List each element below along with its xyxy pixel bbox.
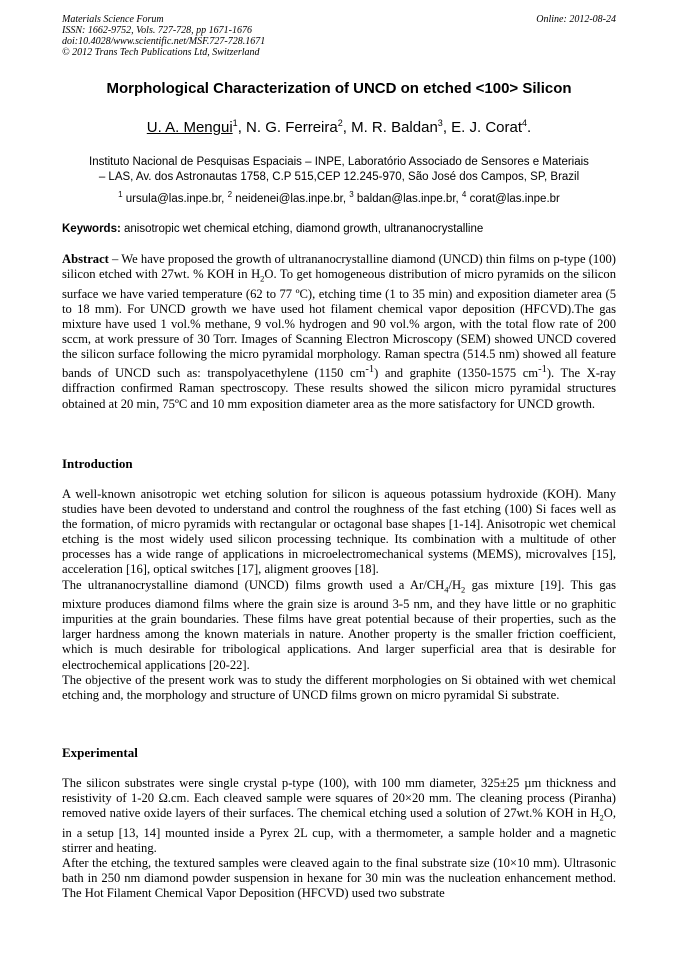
author-list <box>62 114 616 137</box>
paper-title: Morphological Characterization of UNCD on etched <100> Silicon <box>106 80 572 97</box>
abstract-text: ) and graphite (1350-1575 cm <box>374 366 539 381</box>
superscript: -1 <box>365 364 375 376</box>
introduction-body <box>62 487 616 703</box>
author-sup: 4 <box>522 118 528 128</box>
email-address: ursula@las.inpe.br, <box>125 192 225 205</box>
experimental-body <box>62 776 616 901</box>
email-sup: 4 <box>461 190 467 199</box>
keywords <box>62 222 616 236</box>
abstract-label: Abstract <box>62 252 109 266</box>
affiliation-line: – LAS, Av. dos Astronautas 1758, C.P 515,CEP 12.245-970, São José dos Campos, SP, Brazil <box>98 171 580 183</box>
paragraph <box>62 578 616 673</box>
section-heading-experimental: Experimental <box>62 745 138 760</box>
abstract-text: ). The X-ray diffraction confirmed Raman spectroscopy. These results showed the silicon micro pyramidal structures obtained at 20 min, 75ºC and 10 mm exposition diameter area as the more satisfactory for UNCD growth. <box>62 366 616 411</box>
journal-name: Materials Science Forum <box>62 14 164 25</box>
keywords-text: anisotropic wet chemical etching, diamond growth, ultrananocrystalline <box>124 223 484 235</box>
affiliation-block <box>62 155 616 207</box>
author-sep: . <box>527 119 532 136</box>
text-run: /H <box>448 577 462 592</box>
superscript: -1 <box>538 364 547 376</box>
author-name: U. A. Mengui <box>146 119 233 136</box>
author-sep: , <box>342 119 352 136</box>
section-heading-introduction: Introduction <box>62 456 133 471</box>
subscript: 2 <box>461 584 466 595</box>
paragraph <box>62 776 616 856</box>
email-sup: 1 <box>118 190 123 199</box>
subscript: 2 <box>599 812 604 823</box>
author-sup: 3 <box>437 118 443 128</box>
text-run: The ultrananocrystalline diamond (UNCD) films growth used a Ar/CH <box>62 577 445 592</box>
subscript: 4 <box>444 584 449 595</box>
doi-line: doi:10.4028/www.scientific.net/MSF.727-728.1671 <box>62 36 266 47</box>
affiliation-line: Instituto Nacional de Pesquisas Espaciais – INPE, Laboratório Associado de Sensores e Materiais <box>89 156 589 168</box>
email-address: corat@las.inpe.br <box>469 192 560 205</box>
email-address: baldan@las.inpe.br, <box>356 192 459 205</box>
email-line <box>62 187 616 207</box>
abstract <box>62 252 616 412</box>
email-address: neidenei@las.inpe.br, <box>235 192 347 205</box>
paragraph: After the etching, the textured samples were cleaved again to the final substrate size (10×10 mm). Ultrasonic bath in 250 nm diamond powder suspension in hexane for 30 min was the nucleation enhancement method. The Hot Filament Chemical Vapor Deposition (HFCVD) used two substrate <box>62 855 616 901</box>
keywords-label: Keywords: <box>62 223 121 235</box>
copyright-line: © 2012 Trans Tech Publications Ltd, Switzerland <box>62 47 260 58</box>
author-sep: , <box>442 119 452 136</box>
paragraph: The objective of the present work was to study the different morphologies on Si obtained with wet chemical etching and, the morphology and structure of UNCD films grown on micro pyramidal Si substrate. <box>62 672 616 702</box>
abstract-text: O. To get homogeneous distribution of micro pyramids on the silicon surface we have varied temperature (62 to 77 ºC), etching time (1 to 35 min) and exposition diameter area (5 to 18 mm). For UNCD growth we have used hot filament chemical vapor deposition (HFCVD).The gas mixture have used 1 vol.% methane, 9 vol.% hydrogen and 90 vol.% argon, with the total flow rate of 200 sccm, at work pressure of 30 Torr. Images of Scanning Electron Microscopy (SEM) showed UNCD covered the silicon surface following the micro pyramidal morphology. Raman spectra (514.5 nm) showed all feature bands of UNCD such as: transpolyacethylene (1150 cm <box>62 267 617 381</box>
author-name: E. J. Corat <box>451 119 523 136</box>
author-sep: , <box>237 119 247 136</box>
text-run: The silicon substrates were single crystal p-type (100), with 100 mm diameter, 325±25 µm thickness and resistivity of 1-20 Ω.cm. Each cleaved sample were squares of 20×20 mm. The cleaning process (Piranha) removed native oxide layers of their surfaces. The chemical etching used a solution of 27wt.% KOH in H <box>62 776 616 821</box>
author-name: M. R. Baldan <box>351 119 438 136</box>
author-name: N. G. Ferreira <box>246 119 338 136</box>
online-date: Online: 2012-08-24 <box>536 14 616 25</box>
email-sup: 3 <box>349 190 354 199</box>
author-sup: 1 <box>232 118 238 128</box>
abstract-text: – We have proposed the growth of ultrananocrystalline diamond (UNCD) thin films on p-type (100) silicon etched with 27wt. % KOH in H <box>62 252 616 282</box>
journal-header <box>62 14 616 58</box>
email-sup: 2 <box>227 190 233 199</box>
author-sup: 2 <box>337 118 343 128</box>
text-run: O, in a setup [13, 14] mounted inside a Pyrex 2L cup, with a thermometer, a sample holder and a magnetic stirrer and heating. <box>62 806 616 855</box>
subscript: 2 <box>260 273 265 284</box>
issn-line: ISSN: 1662-9752, Vols. 727-728, pp 1671-1676 <box>62 25 252 36</box>
paragraph: A well-known anisotropic wet etching solution for silicon is aqueous potassium hydroxide (KOH). Many studies have been devoted to understand and control the roughness of the fast etching (100) Si faces well as the formation, of micro pyramids with rectangular or octagonal base shapes [1-14]. Anisotropic wet chemical etching is the most widely used silicon processing technique. Its combination with a multitude of other processes has a wide range of applications in microelectromechanical systems (MEMS), microvalves [15], acceleration [16], optical switches [17], aligment grooves [18]. <box>62 487 616 577</box>
text-run: gas mixture [19]. This gas mixture produces diamond films where the grain size is around 3-5 nm, and they have little or no graphitic impurities at the grain boundaries. These films have great potential because of their properties, such as the larger hardness among the known materials in nature. Another property is the smaller friction coefficient, which is much desirable for tribological applications. And larger superficial area that is desirable for electrochemical applications [20-22]. <box>62 577 616 672</box>
